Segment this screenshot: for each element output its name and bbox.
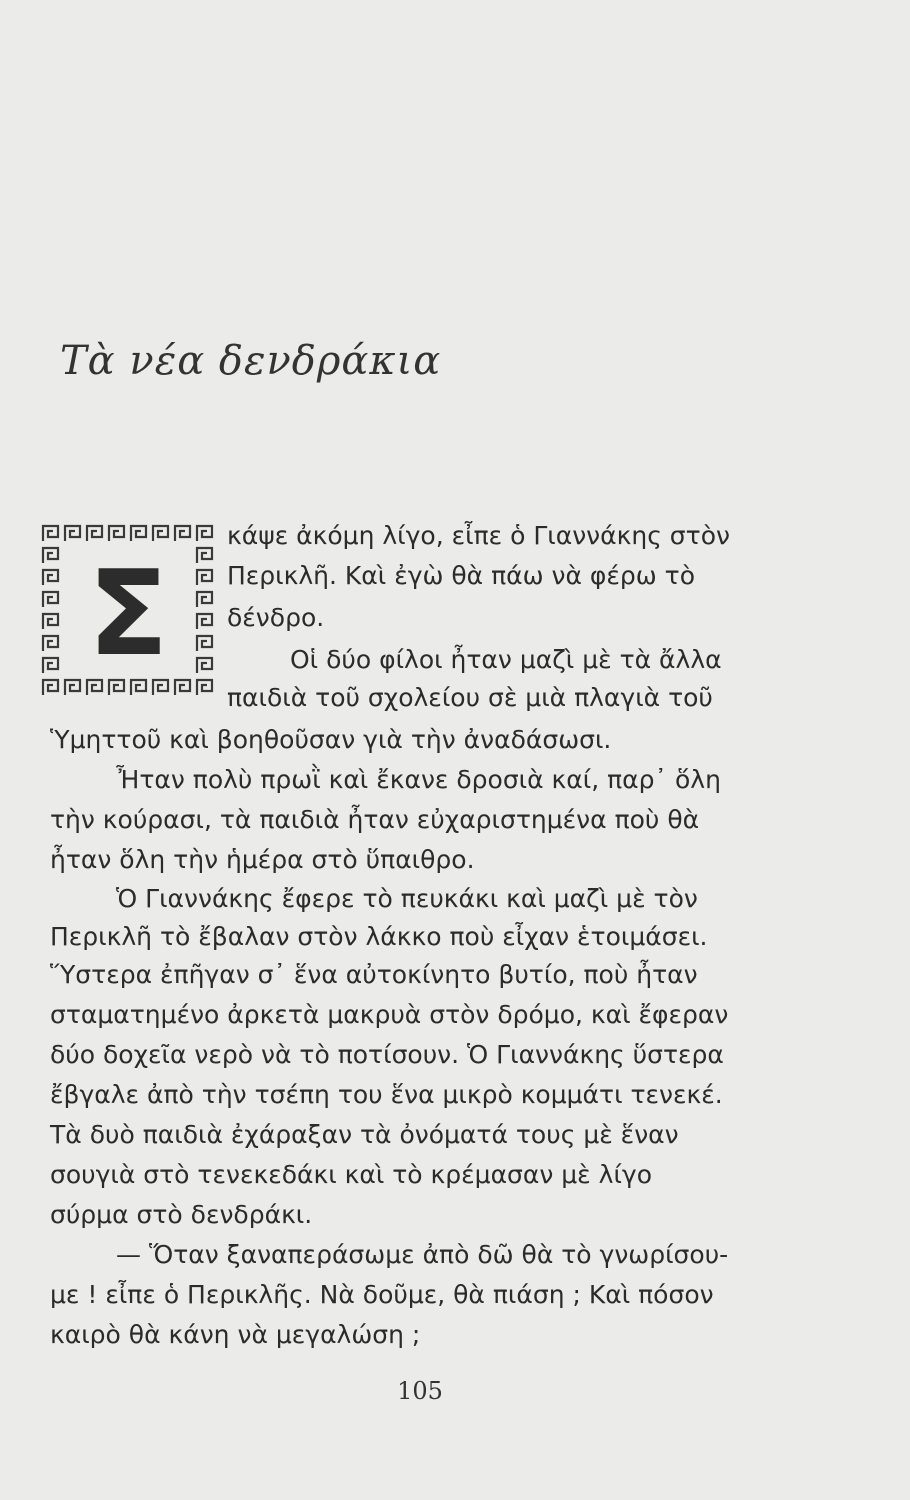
text-line: — Ὅταν ξαναπεράσωμε ἀπὸ δῶ θὰ τὸ γνωρίσου- bbox=[116, 1240, 729, 1269]
text-line: Ἦταν πολὺ πρωῒ καὶ ἔκανε δροσιὰ καί, παρ᾿ ὅλη bbox=[116, 765, 721, 794]
text-line: Ὕστερα ἐπῆγαν σ᾿ ἕνα αὐτοκίνητο βυτίο, ποὺ ἦταν bbox=[50, 960, 698, 989]
chapter-title: Τὰ νέα δενδράκια bbox=[60, 338, 442, 384]
text-line: Τὰ δυὸ παιδιὰ ἐχάραξαν τὰ ὀνόματά τους μὲ ἕναν bbox=[50, 1120, 679, 1149]
drop-cap-frame bbox=[40, 522, 216, 698]
text-line: ἔβγαλε ἀπὸ τὴν τσέπη του ἕνα μικρὸ κομμάτι τενεκέ. bbox=[50, 1080, 723, 1109]
text-line: σουγιὰ στὸ τενεκεδάκι καὶ τὸ κρέμασαν μὲ λίγο bbox=[50, 1160, 652, 1189]
text-line: δύο δοχεῖα νερὸ νὰ τὸ ποτίσουν. Ὁ Γιαννάκης ὕστερα bbox=[50, 1040, 724, 1069]
text-line: Ὑμηττοῦ καὶ βοηθοῦσαν γιὰ τὴν ἀναδάσωσι. bbox=[50, 725, 612, 754]
greek-key-border-icon bbox=[40, 522, 216, 698]
text-line: σύρμα στὸ δενδράκι. bbox=[50, 1200, 313, 1229]
text-line: σταματημένο ἀρκετὰ μακρυὰ στὸν δρόμο, καὶ ἔφεραν bbox=[50, 1000, 729, 1029]
text-line: τὴν κούρασι, τὰ παιδιὰ ἦταν εὐχαριστημένα ποὺ θὰ bbox=[50, 805, 700, 834]
page-number: 105 bbox=[397, 1377, 443, 1405]
text-line: με ! εἶπε ὁ Περικλῆς. Νὰ δοῦμε, θὰ πιάση ; Καὶ πόσον bbox=[50, 1280, 714, 1309]
text-line: δένδρο. bbox=[227, 603, 325, 632]
text-line: καιρὸ θὰ κάνη νὰ μεγαλώση ; bbox=[50, 1320, 421, 1349]
text-line: κάψε ἀκόμη λίγο, εἶπε ὁ Γιαννάκης στὸν bbox=[227, 521, 730, 550]
drop-cap-letter: Σ bbox=[87, 544, 169, 682]
text-line: Οἱ δύο φίλοι ἦταν μαζὶ μὲ τὰ ἄλλα bbox=[290, 645, 722, 674]
text-line: παιδιὰ τοῦ σχολείου σὲ μιὰ πλαγιὰ τοῦ bbox=[227, 683, 713, 712]
text-line: ἦταν ὅλη τὴν ἡμέρα στὸ ὕπαιθρο. bbox=[50, 845, 475, 874]
text-line: Ὁ Γιαννάκης ἔφερε τὸ πευκάκι καὶ μαζὶ μὲ τὸν bbox=[116, 884, 698, 913]
text-line: Περικλῆ τὸ ἔβαλαν στὸν λάκκο ποὺ εἶχαν ἑτοιμάσει. bbox=[50, 922, 708, 951]
text-line: Περικλῆ. Καὶ ἐγὼ θὰ πάω νὰ φέρω τὸ bbox=[227, 561, 696, 590]
